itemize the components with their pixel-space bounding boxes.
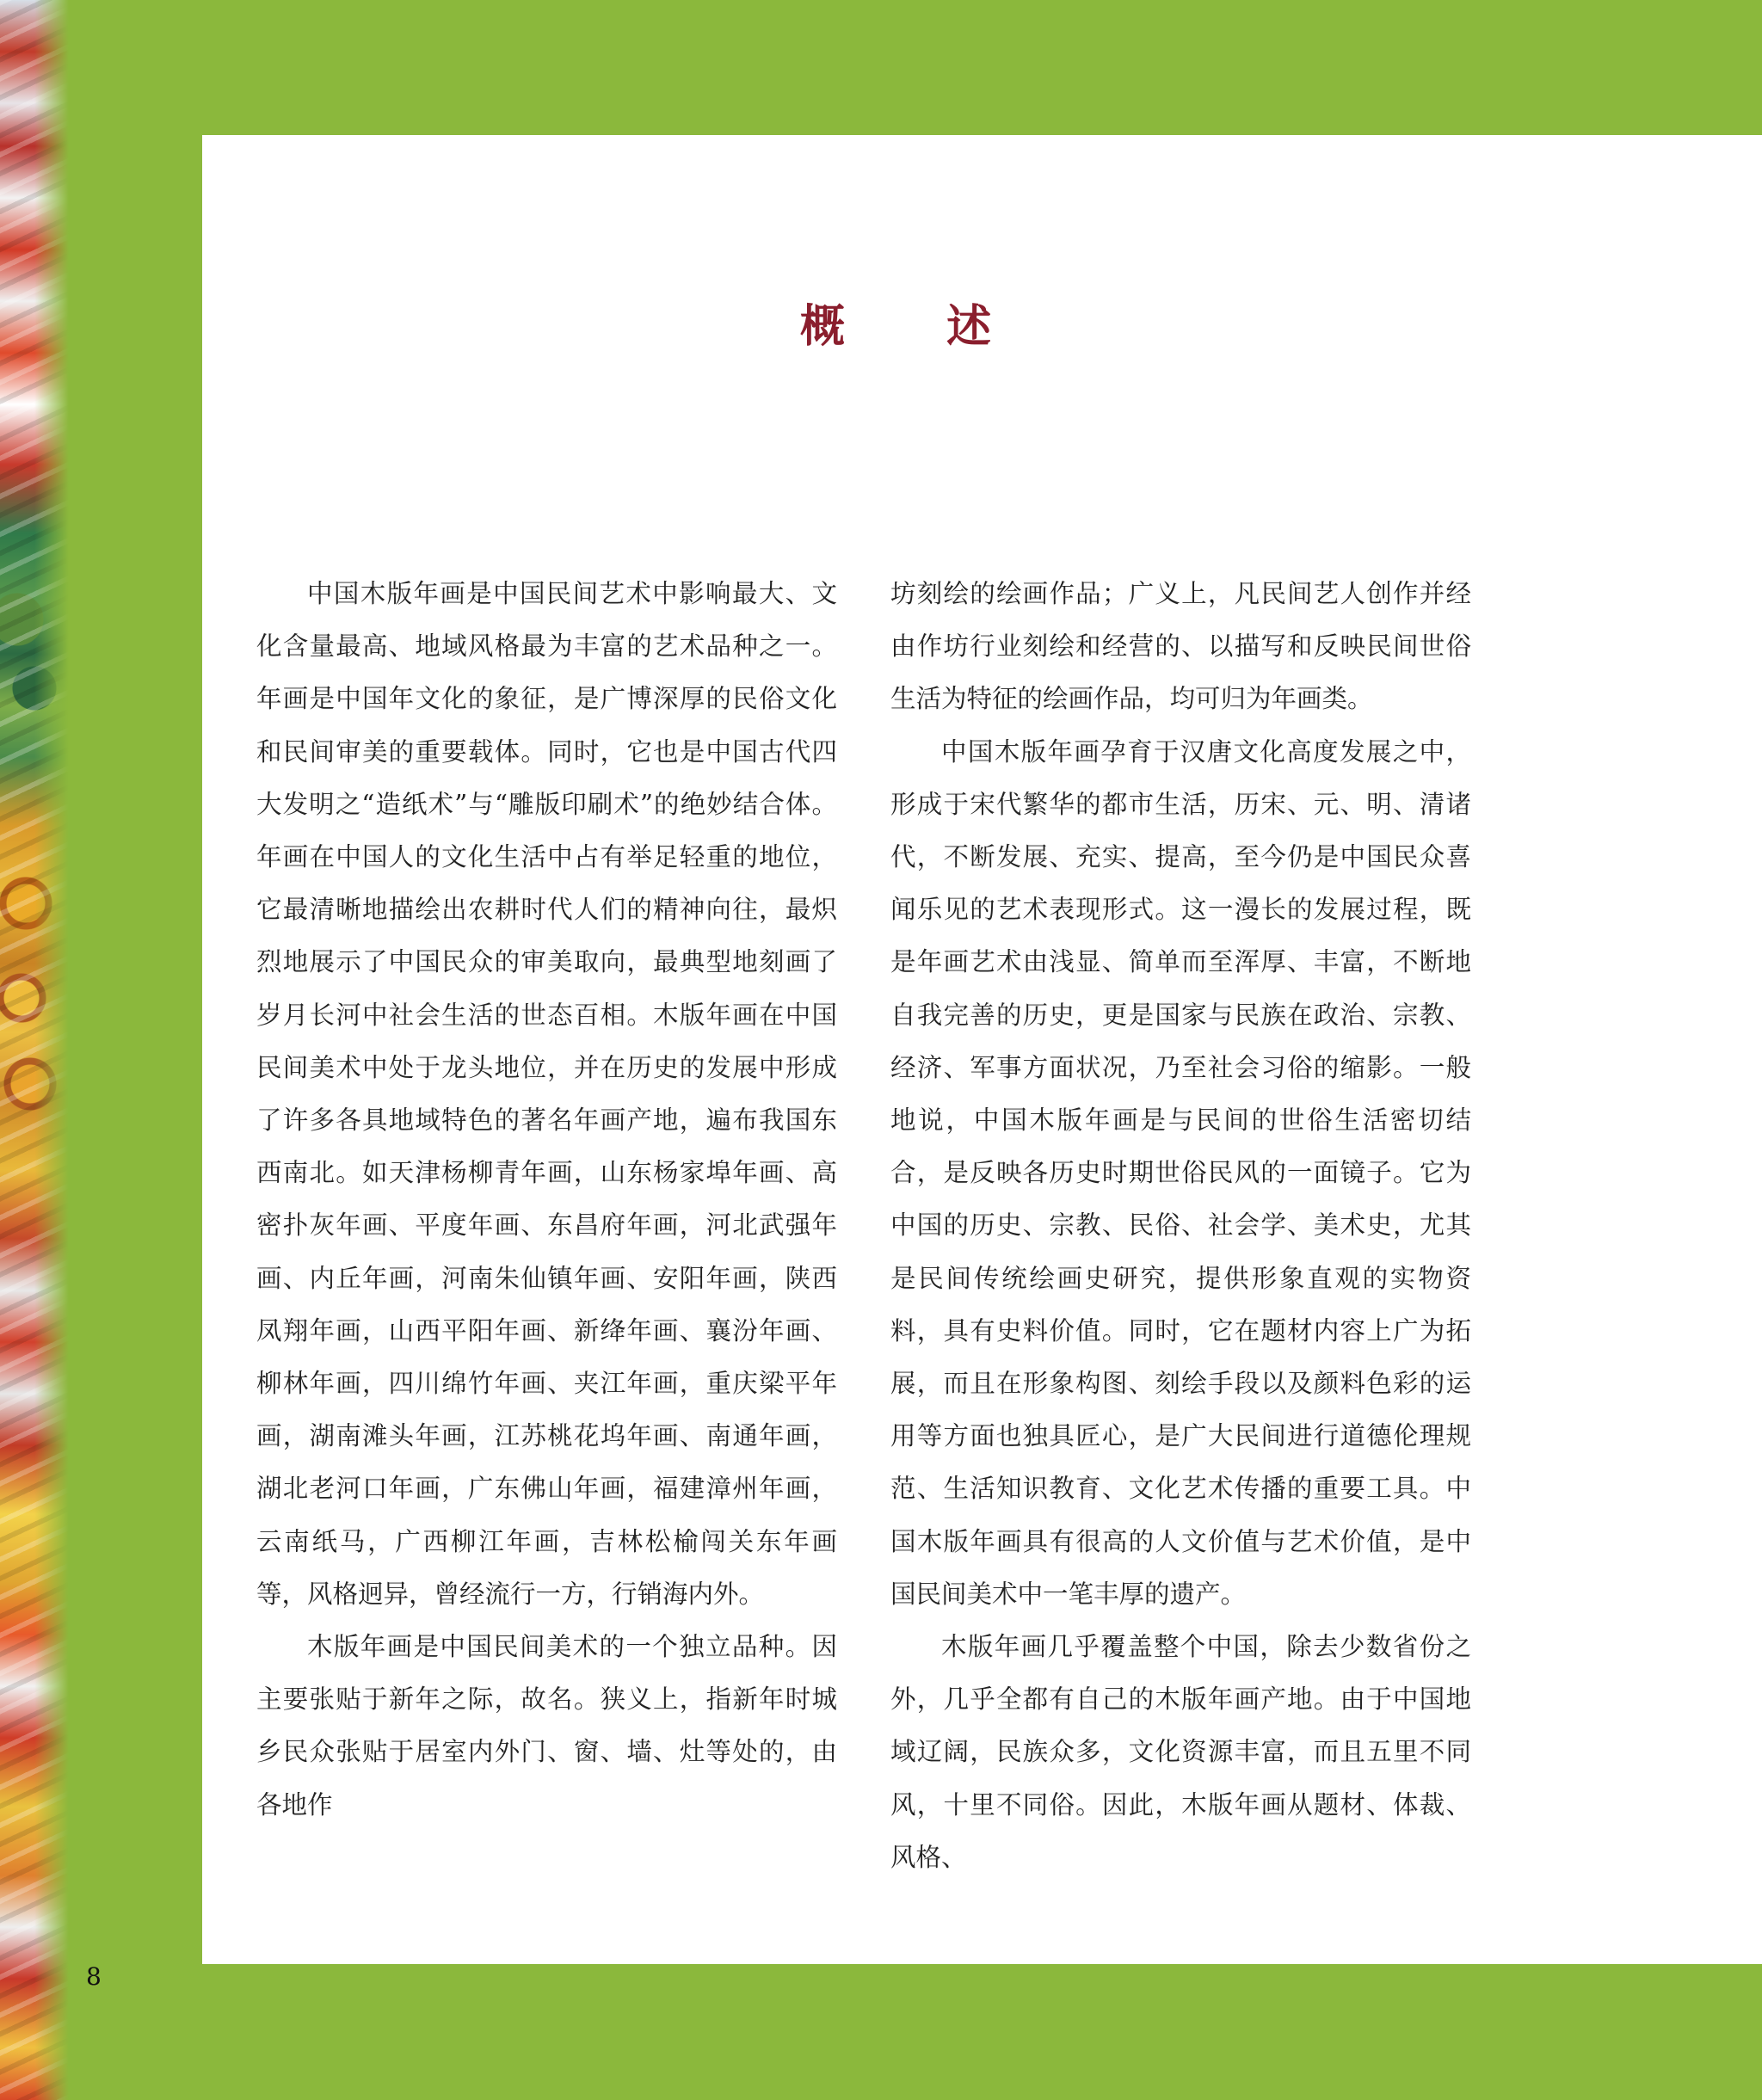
decorative-strip-fade [34, 0, 69, 2100]
text-column-right [890, 568, 1471, 1884]
paragraph: 中国木版年画孕育于汉唐文化高度发展之中，形成于宋代繁华的都市生活，历宋、元、明、清诸代，不断发展、充实、提高，至今仍是中国民众喜闻乐见的艺术表现形式。这一漫长的发展过程，既是年画艺术由浅显、简单而至浑厚、丰富，不断地自我完善的历史，更是国家与民族在政治、宗教、经济、军事方面状况，乃至社会习俗的缩影。一般地说，中国木版年画是与民间的世俗生活密切结合，是反映各历史时期世俗民风的一面镜子。它为中国的历史、宗教、民俗、社会学、美术史，尤其是民间传统绘画史研究，提供形象直观的实物资料，具有史料价值。同时，它在题材内容上广为拓展，而且在形象构图、刻绘手段以及颜料色彩的运用等方面也独具匠心，是广大民间进行道德伦理规范、生活知识教育、文化艺术传播的重要工具。中国木版年画具有很高的人文价值与艺术价值，是中国民间美术中一笔丰厚的遗产。 [890, 736, 1471, 1609]
paragraph: 中国木版年画是中国民间艺术中影响最大、文化含量最高、地域风格最为丰富的艺术品种之一。年画是中国年文化的象征，是广博深厚的民俗文化和民间审美的重要载体。同时，它也是中国古代四大发明之“造纸术”与“雕版印刷术”的绝妙结合体。年画在中国人的文化生活中占有举足轻重的地位，它最清晰地描绘出农耕时代人们的精神向往，最炽烈地展示了中国民众的审美取向，最典型地刻画了岁月长河中社会生活的世态百相。木版年画在中国民间美术中处于龙头地位，并在历史的发展中形成了许多各具地域特色的著名年画产地，遍布我国东西南北。如天津杨柳青年画，山东杨家埠年画、高密扑灰年画、平度年画、东昌府年画，河北武强年画、内丘年画，河南朱仙镇年画、安阳年画，陕西凤翔年画，山西平阳年画、新绛年画、襄汾年画、柳林年画，四川绵竹年画、夹江年画，重庆梁平年画，湖南滩头年画，江苏桃花坞年画、南通年画，湖北老河口年画，广东佛山年画，福建漳州年画，云南纸马，广西柳江年画，吉林松榆闯关东年画等，风格迥异，曾经流行一方，行销海内外。 [256, 579, 837, 1609]
paragraph: 木版年画几乎覆盖整个中国，除去少数省份之外，几乎全都有自己的木版年画产地。由于中国地域辽阔，民族众多，文化资源丰富，而且五里不同风，十里不同俗。因此，木版年画从题材、体裁、风格、 [890, 1632, 1471, 1872]
text-column-left [256, 568, 837, 1832]
paragraph: 木版年画是中国民间美术的一个独立品种。因主要张贴于新年之际，故名。狭义上，指新年时城乡民众张贴于居室内外门、窗、墙、灶等处的，由各地作 [256, 1632, 837, 1820]
page-number: 8 [86, 1962, 102, 1991]
paragraph-continued: 坊刻绘的绘画作品；广义上，凡民间艺人创作并经由作坊行业刻绘和经营的、以描写和反映民间世俗生活为特征的绘画作品，均可归为年画类。 [890, 579, 1471, 714]
page-title: 概 述 [800, 300, 1035, 353]
